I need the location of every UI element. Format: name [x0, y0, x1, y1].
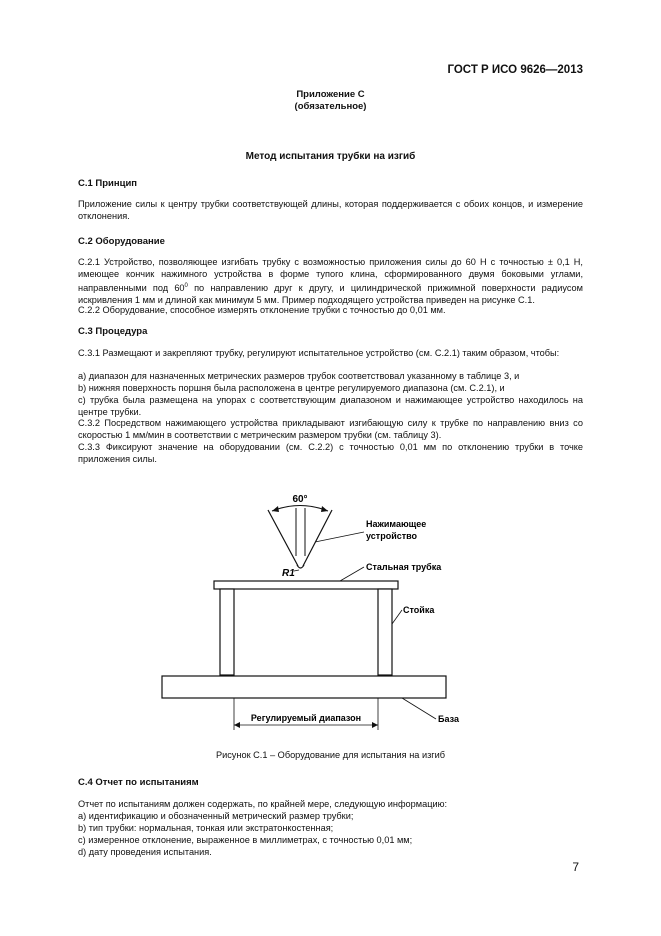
- list-item-c3-b: b) нижняя поверхность поршня была расположена в центре регулируемого диапазона (см. С.2.1), и: [78, 383, 505, 393]
- section-heading-c4: С.4 Отчет по испытаниям: [78, 777, 199, 788]
- paragraph-c2-2: С.2.2 Оборудование, способное измерять отклонение трубки с точностью до 0,01 мм.: [78, 305, 446, 315]
- figure-caption: Рисунок С.1 – Оборудование для испытания на изгиб: [215, 750, 446, 760]
- bending-test-figure: [140, 478, 520, 740]
- list-item-c3-c: c) трубка была размещена на упорах с соответствующим диапазоном и нажимающее устройство находилось на центре трубки.: [78, 395, 583, 417]
- angle-arc: [272, 506, 328, 512]
- label-tube: Стальная трубка: [366, 562, 442, 572]
- section-heading-c2: С.2 Оборудование: [78, 236, 165, 247]
- paragraph-c2-1-part-b: по направлению друг к другу, и цилиндрической прижимной поверхности радиусом искривления 1 мм и длиной как минимум 5 мм. Пример подходящего устройства приведен на рисунке С.1.: [78, 283, 583, 306]
- document-title: Метод испытания трубки на изгиб: [245, 151, 416, 162]
- appendix-note: (обязательное): [294, 101, 367, 112]
- radius-label: R1: [282, 568, 295, 579]
- angle-arrow-left: [272, 506, 279, 512]
- label-post: Стойка: [403, 605, 435, 615]
- range-arrow-left: [234, 722, 240, 728]
- label-press-line-2: устройство: [366, 531, 418, 541]
- post-right: [378, 589, 392, 675]
- list-item-c4-d: d) дату проведения испытания.: [78, 847, 212, 857]
- angle-arrow-right: [321, 506, 328, 512]
- degree-sup: 0: [184, 283, 188, 289]
- label-tube-leader: [340, 567, 364, 581]
- list-item-c4-b: b) тип трубки: нормальная, тонкая или экстратонкостенная;: [78, 823, 334, 833]
- post-left: [220, 589, 234, 675]
- press-tool-right-edge: [303, 510, 332, 566]
- label-base-leader: [402, 698, 436, 719]
- list-item-c3-a: a) диапазон для назначенных метрических размеров трубок соответствовал указанному в таблице 3, и: [78, 371, 520, 381]
- paragraph-c2-1: [78, 256, 583, 306]
- press-tool-left-edge: [268, 510, 298, 566]
- paragraph-c2-1-part-a: С.2.1 Устройство, позволяющее изгибать трубку с возможностью приложения силы до 60 Н с точностью ± 0,1 Н, имеющее кончик нажимного устройства в форме тупого клина, сформированного двумя боковыми углами, направленными под 60: [78, 257, 583, 294]
- list-item-c4-a: a) идентификацию и обозначенный метрический размер трубки;: [78, 811, 354, 821]
- label-base: База: [438, 714, 459, 724]
- angle-label: 60°: [292, 494, 308, 505]
- page-number: 7: [572, 860, 579, 874]
- steel-tube: [214, 581, 398, 589]
- section-heading-c1: С.1 Принцип: [78, 178, 138, 189]
- label-press-line-1: Нажимающее: [366, 519, 427, 529]
- label-press-leader: [315, 532, 364, 542]
- label-post-leader: [392, 610, 402, 624]
- standard-number: ГОСТ Р ИСО 9626—2013: [447, 64, 583, 76]
- list-item-c4-c: c) измеренное отклонение, выраженное в миллиметрах, с точностью 0,01 мм;: [78, 835, 413, 845]
- paragraph-c1: Приложение силы к центру трубки соответствующей длины, которая поддерживается с обоих концов, и измерение отклонения.: [78, 199, 583, 221]
- section-heading-c3: С.3 Процедура: [78, 326, 148, 337]
- base-plate: [162, 676, 446, 698]
- range-arrow-right: [372, 722, 378, 728]
- paragraph-c4-intro: Отчет по испытаниям должен содержать, по крайней мере, следующую информацию:: [78, 799, 448, 809]
- appendix-title: Приложение С: [296, 89, 365, 100]
- label-range: Регулируемый диапазон: [250, 713, 362, 723]
- paragraph-c3-2: С.3.2 Посредством нажимающего устройства прикладывают изгибающую силу к трубке по направлению вниз со скоростью 1 мм/мин в соответствии с метрическим размером трубки (см. таблицу 3).: [78, 418, 583, 440]
- paragraph-c3-3: С.3.3 Фиксируют значение на оборудовании (см. С.2.2) с точностью 0,01 мм по отклонению трубки в точке приложения силы.: [78, 442, 583, 464]
- paragraph-c3-1: С.3.1 Размещают и закрепляют трубку, регулируют испытательное устройство (см. С.2.1) таким образом, чтобы:: [78, 348, 560, 358]
